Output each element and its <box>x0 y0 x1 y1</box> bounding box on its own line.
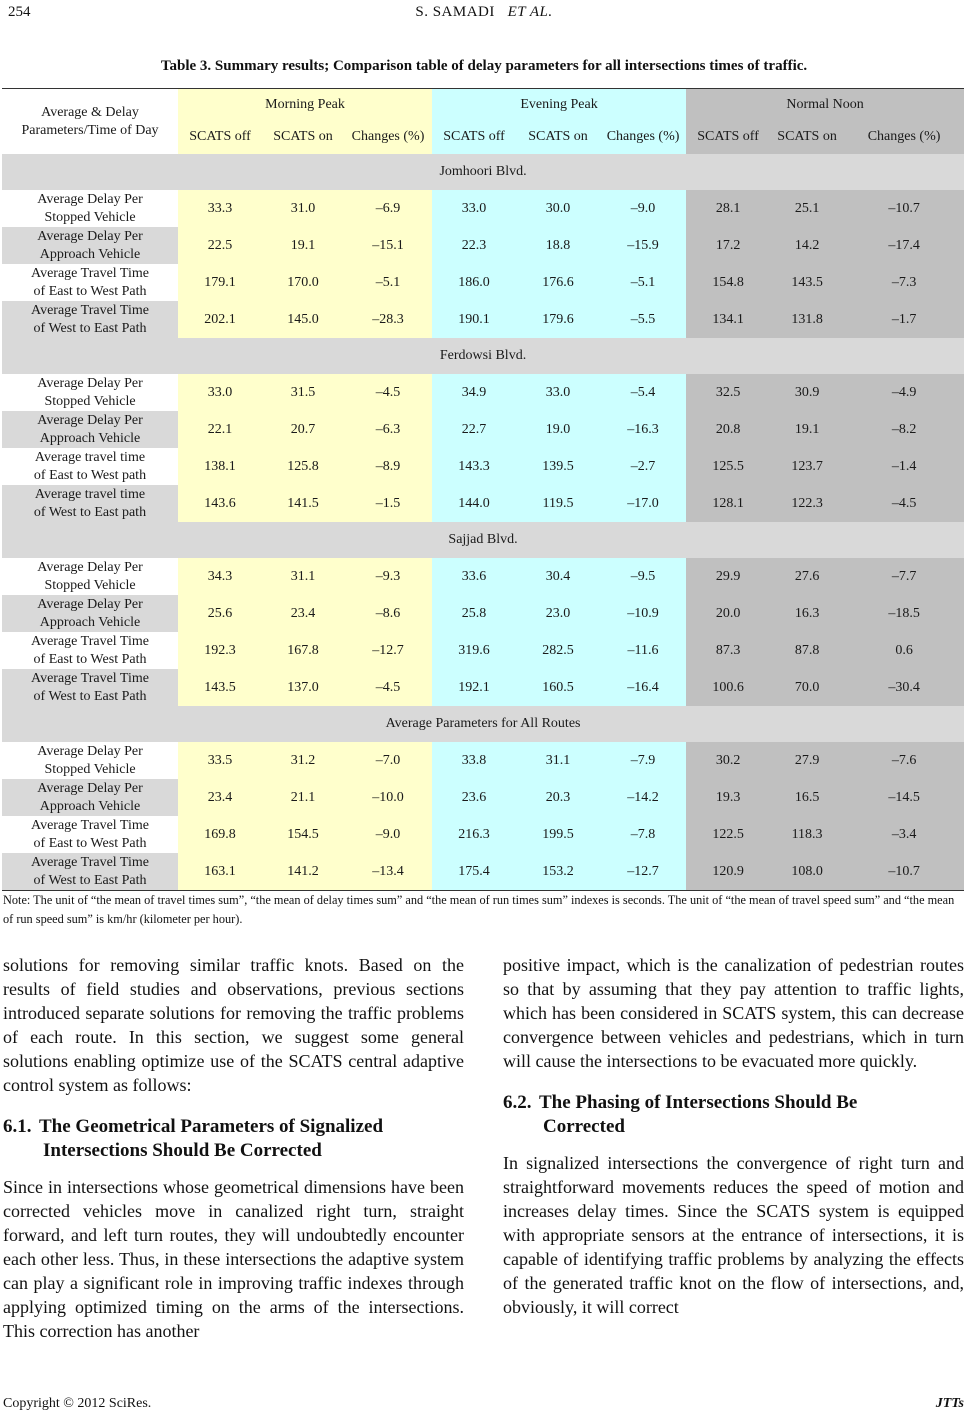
value-cell: –12.7 <box>344 632 432 669</box>
row-label <box>2 190 178 227</box>
value-cell: 33.0 <box>178 374 262 411</box>
row-label-line2: Approach Vehicle <box>39 798 141 814</box>
value-cell: –15.1 <box>344 227 432 264</box>
value-cell: 16.5 <box>770 779 844 816</box>
value-cell: 153.2 <box>516 853 600 891</box>
row-label <box>2 632 178 669</box>
value-cell: –7.7 <box>844 558 964 595</box>
value-cell: 141.5 <box>262 485 344 522</box>
value-cell: 123.7 <box>770 448 844 485</box>
row-label-line1: Average Travel Time <box>31 670 149 686</box>
table-row <box>2 816 964 853</box>
row-label-line2: of West to East Path <box>33 872 147 888</box>
running-head-et-al: ET AL. <box>507 4 553 20</box>
subheader-cell: Changes (%) <box>600 120 686 154</box>
value-cell: –14.2 <box>600 779 686 816</box>
value-cell: 179.1 <box>178 264 262 301</box>
value-cell: –4.9 <box>844 374 964 411</box>
value-cell: 192.1 <box>432 669 516 706</box>
value-cell: –9.0 <box>344 816 432 853</box>
value-cell: 19.0 <box>516 411 600 448</box>
body-paragraph-right-1: positive impact, which is the canalization of pedestrian routes so that by assuming that they pay attention to traffic lights, which has been considered in SCATS system, this can decrease convergence between vehicles and pedestrians, which in turn will cause the intersections to be evacuated more quickly. <box>503 955 964 1071</box>
group-header-evening: Evening Peak <box>432 89 686 121</box>
table-row <box>2 669 964 706</box>
table-row <box>2 190 964 227</box>
value-cell: 319.6 <box>432 632 516 669</box>
value-cell: 282.5 <box>516 632 600 669</box>
row-label-line2: Approach Vehicle <box>39 246 141 262</box>
value-cell: –8.2 <box>844 411 964 448</box>
value-cell: –7.3 <box>844 264 964 301</box>
value-cell: 30.2 <box>686 742 770 779</box>
running-head <box>0 4 968 21</box>
value-cell: 143.5 <box>178 669 262 706</box>
row-label <box>2 374 178 411</box>
value-cell: 144.0 <box>432 485 516 522</box>
row-label <box>2 227 178 264</box>
value-cell: 192.3 <box>178 632 262 669</box>
value-cell: 27.6 <box>770 558 844 595</box>
value-cell: 167.8 <box>262 632 344 669</box>
row-label <box>2 779 178 816</box>
row-label-line1: Average Travel Time <box>31 817 149 833</box>
row-label-line2: of East to West path <box>33 467 147 483</box>
row-label-line1: Average Delay Per <box>37 743 143 759</box>
section-heading-6-2 <box>503 1091 964 1139</box>
subheader-cell: SCATS on <box>770 120 844 154</box>
corner-label-line2: Parameters/Time of Day <box>21 122 159 138</box>
value-cell: –4.5 <box>844 485 964 522</box>
value-cell: 20.0 <box>686 595 770 632</box>
value-cell: –14.5 <box>844 779 964 816</box>
value-cell: 125.8 <box>262 448 344 485</box>
value-cell: –2.7 <box>600 448 686 485</box>
value-cell: 202.1 <box>178 301 262 338</box>
value-cell: 143.5 <box>770 264 844 301</box>
heading-text-line2: Intersections Should Be Corrected <box>43 1140 322 1161</box>
value-cell: –9.3 <box>344 558 432 595</box>
table-row <box>2 485 964 522</box>
value-cell: 143.3 <box>432 448 516 485</box>
table-row <box>2 853 964 891</box>
row-label <box>2 816 178 853</box>
table-row <box>2 448 964 485</box>
value-cell: 143.6 <box>178 485 262 522</box>
value-cell: –5.1 <box>344 264 432 301</box>
row-label-line1: Average Delay Per <box>37 559 143 575</box>
value-cell: 28.1 <box>686 190 770 227</box>
value-cell: 22.3 <box>432 227 516 264</box>
table-caption: Table 3. Summary results; Comparison table of delay parameters for all intersections times of traffic. <box>160 58 808 74</box>
section-row <box>2 154 964 190</box>
value-cell: 118.3 <box>770 816 844 853</box>
value-cell: –11.6 <box>600 632 686 669</box>
table-row <box>2 227 964 264</box>
value-cell: 125.5 <box>686 448 770 485</box>
value-cell: –6.3 <box>344 411 432 448</box>
value-cell: 21.1 <box>262 779 344 816</box>
row-label <box>2 448 178 485</box>
value-cell: 32.5 <box>686 374 770 411</box>
heading-text-line1: The Geometrical Parameters of Signalized <box>39 1116 384 1137</box>
value-cell: –9.0 <box>600 190 686 227</box>
value-cell: 20.7 <box>262 411 344 448</box>
heading-number: 6.1. <box>3 1116 32 1137</box>
subheader-cell: SCATS on <box>262 120 344 154</box>
value-cell: –10.9 <box>600 595 686 632</box>
value-cell: –17.4 <box>844 227 964 264</box>
row-label-line2: of East to West Path <box>33 651 147 667</box>
value-cell: 145.0 <box>262 301 344 338</box>
value-cell: –18.5 <box>844 595 964 632</box>
value-cell: 30.4 <box>516 558 600 595</box>
subheader-cell: Changes (%) <box>344 120 432 154</box>
value-cell: 23.0 <box>516 595 600 632</box>
row-label <box>2 485 178 522</box>
value-cell: 87.8 <box>770 632 844 669</box>
value-cell: 108.0 <box>770 853 844 891</box>
value-cell: –1.5 <box>344 485 432 522</box>
section-title: Ferdowsi Blvd. <box>2 338 964 374</box>
section-title: Jomhoori Blvd. <box>2 154 964 190</box>
summary-table <box>2 88 964 891</box>
value-cell: 17.2 <box>686 227 770 264</box>
value-cell: 27.9 <box>770 742 844 779</box>
value-cell: –9.5 <box>600 558 686 595</box>
value-cell: 131.8 <box>770 301 844 338</box>
value-cell: 134.1 <box>686 301 770 338</box>
row-label-line1: Average Travel Time <box>31 265 149 281</box>
value-cell: 0.6 <box>844 632 964 669</box>
value-cell: 119.5 <box>516 485 600 522</box>
value-cell: 190.1 <box>432 301 516 338</box>
value-cell: 216.3 <box>432 816 516 853</box>
value-cell: 34.9 <box>432 374 516 411</box>
value-cell: 169.8 <box>178 816 262 853</box>
running-head-authors: S. SAMADI <box>415 4 495 20</box>
value-cell: 23.4 <box>178 779 262 816</box>
row-label-line1: Average travel time <box>34 486 146 502</box>
value-cell: 20.8 <box>686 411 770 448</box>
value-cell: 154.5 <box>262 816 344 853</box>
table-row <box>2 779 964 816</box>
table-row <box>2 742 964 779</box>
value-cell: 22.1 <box>178 411 262 448</box>
value-cell: 33.8 <box>432 742 516 779</box>
value-cell: –6.9 <box>344 190 432 227</box>
value-cell: 154.8 <box>686 264 770 301</box>
value-cell: –7.9 <box>600 742 686 779</box>
value-cell: –7.0 <box>344 742 432 779</box>
table-row <box>2 411 964 448</box>
subheader-cell: SCATS off <box>686 120 770 154</box>
value-cell: 170.0 <box>262 264 344 301</box>
section-title: Average Parameters for All Routes <box>2 706 964 742</box>
section-heading-6-1 <box>3 1115 464 1163</box>
value-cell: –4.5 <box>344 669 432 706</box>
value-cell: 22.7 <box>432 411 516 448</box>
value-cell: 163.1 <box>178 853 262 891</box>
row-label-line1: Average Delay Per <box>37 596 143 612</box>
value-cell: –3.4 <box>844 816 964 853</box>
value-cell: 16.3 <box>770 595 844 632</box>
row-label-line1: Average Travel Time <box>31 633 149 649</box>
body-paragraph-left-1: solutions for removing similar traffic knots. Based on the results of field studies and observations, previous sections introduced separate solutions for removing the traffic problems of each route. In this section, we suggest some general solutions enabling optimize use of the SCATS central adaptive control system as follows: <box>3 955 464 1095</box>
value-cell: 31.1 <box>262 558 344 595</box>
value-cell: 186.0 <box>432 264 516 301</box>
row-label-line1: Average Delay Per <box>37 228 143 244</box>
value-cell: 176.6 <box>516 264 600 301</box>
value-cell: 33.0 <box>432 190 516 227</box>
row-label-line2: of West to East Path <box>33 688 147 704</box>
value-cell: –7.8 <box>600 816 686 853</box>
row-label-line2: Stopped Vehicle <box>44 209 136 225</box>
row-label-line2: of West to East Path <box>33 320 147 336</box>
value-cell: –28.3 <box>344 301 432 338</box>
value-cell: 25.1 <box>770 190 844 227</box>
group-header-morning: Morning Peak <box>178 89 432 121</box>
section-row <box>2 522 964 558</box>
value-cell: 20.3 <box>516 779 600 816</box>
row-label-line1: Average Delay Per <box>37 780 143 796</box>
value-cell: 179.6 <box>516 301 600 338</box>
value-cell: –5.4 <box>600 374 686 411</box>
value-cell: 29.9 <box>686 558 770 595</box>
value-cell: –16.3 <box>600 411 686 448</box>
value-cell: 25.8 <box>432 595 516 632</box>
value-cell: 30.0 <box>516 190 600 227</box>
row-label-line2: Approach Vehicle <box>39 614 141 630</box>
value-cell: –16.4 <box>600 669 686 706</box>
value-cell: 31.2 <box>262 742 344 779</box>
value-cell: 31.1 <box>516 742 600 779</box>
value-cell: 23.6 <box>432 779 516 816</box>
table-row <box>2 632 964 669</box>
row-label-line1: Average travel time <box>34 449 146 465</box>
value-cell: 14.2 <box>770 227 844 264</box>
row-label-line1: Average Travel Time <box>31 854 149 870</box>
value-cell: 100.6 <box>686 669 770 706</box>
row-label <box>2 595 178 632</box>
value-cell: 33.0 <box>516 374 600 411</box>
section-row <box>2 338 964 374</box>
value-cell: 87.3 <box>686 632 770 669</box>
value-cell: –12.7 <box>600 853 686 891</box>
body-paragraph-left-2: Since in intersections whose geometrical dimensions have been corrected vehicles move in canalized right turn, straight forward, and left turn routes, they will undoubtedly encounter each other less. Thus, in these intersections the adaptive system can play a significant role in improving traffic indexes through applying optimized timing on the arms of the intersections. This correction has another <box>3 1177 464 1341</box>
value-cell: 137.0 <box>262 669 344 706</box>
row-label <box>2 411 178 448</box>
value-cell: 25.6 <box>178 595 262 632</box>
value-cell: 31.0 <box>262 190 344 227</box>
group-header-noon: Normal Noon <box>686 89 964 121</box>
subheader-cell: SCATS on <box>516 120 600 154</box>
table-row <box>2 264 964 301</box>
value-cell: 175.4 <box>432 853 516 891</box>
value-cell: 31.5 <box>262 374 344 411</box>
heading-number: 6.2. <box>503 1092 532 1113</box>
corner-label-line1: Average & Delay <box>41 105 139 120</box>
value-cell: –17.0 <box>600 485 686 522</box>
row-label-line1: Average Delay Per <box>37 375 143 391</box>
row-label-line2: Stopped Vehicle <box>44 577 136 593</box>
value-cell: 160.5 <box>516 669 600 706</box>
value-cell: 138.1 <box>178 448 262 485</box>
value-cell: 19.3 <box>686 779 770 816</box>
row-label-line2: Stopped Vehicle <box>44 761 136 777</box>
value-cell: –15.9 <box>600 227 686 264</box>
table-row <box>2 374 964 411</box>
row-label-line2: Approach Vehicle <box>39 430 141 446</box>
value-cell: –5.1 <box>600 264 686 301</box>
row-label-line2: of East to West Path <box>33 283 147 299</box>
value-cell: –1.7 <box>844 301 964 338</box>
value-cell: –13.4 <box>344 853 432 891</box>
row-label-line2: Stopped Vehicle <box>44 393 136 409</box>
row-label <box>2 669 178 706</box>
value-cell: 199.5 <box>516 816 600 853</box>
table-row <box>2 595 964 632</box>
value-cell: 23.4 <box>262 595 344 632</box>
subheader-cell: Changes (%) <box>844 120 964 154</box>
value-cell: –4.5 <box>344 374 432 411</box>
value-cell: –8.9 <box>344 448 432 485</box>
table-row <box>2 301 964 338</box>
value-cell: –1.4 <box>844 448 964 485</box>
value-cell: 34.3 <box>178 558 262 595</box>
row-label <box>2 264 178 301</box>
subheader-cell: SCATS off <box>432 120 516 154</box>
value-cell: 18.8 <box>516 227 600 264</box>
corner-header <box>2 89 178 155</box>
value-cell: 22.5 <box>178 227 262 264</box>
footer-copyright: Copyright © 2012 SciRes. <box>3 1396 152 1411</box>
row-label-line1: Average Delay Per <box>37 191 143 207</box>
value-cell: 128.1 <box>686 485 770 522</box>
value-cell: 33.5 <box>178 742 262 779</box>
value-cell: –5.5 <box>600 301 686 338</box>
heading-text-line2: Corrected <box>543 1116 625 1137</box>
value-cell: –8.6 <box>344 595 432 632</box>
table-note: Note: The unit of “the mean of travel times sum”, “the mean of delay times sum” and “the mean of run times sum” indexes is seconds. The unit of “the mean of travel speed sum” and “the mean of run speed sum” is km/hr (kilometer per hour). <box>3 893 955 926</box>
row-label-line2: of East to West Path <box>33 835 147 851</box>
value-cell: 120.9 <box>686 853 770 891</box>
row-label <box>2 742 178 779</box>
row-label-line1: Average Delay Per <box>37 412 143 428</box>
value-cell: 122.3 <box>770 485 844 522</box>
table-row <box>2 558 964 595</box>
row-label <box>2 558 178 595</box>
subheader-cell: SCATS off <box>178 120 262 154</box>
value-cell: 33.6 <box>432 558 516 595</box>
value-cell: 70.0 <box>770 669 844 706</box>
section-row <box>2 706 964 742</box>
value-cell: –7.6 <box>844 742 964 779</box>
value-cell: 141.2 <box>262 853 344 891</box>
value-cell: –10.0 <box>344 779 432 816</box>
value-cell: 19.1 <box>262 227 344 264</box>
value-cell: 139.5 <box>516 448 600 485</box>
row-label-line1: Average Travel Time <box>31 302 149 318</box>
page-number: 254 <box>8 4 31 20</box>
value-cell: 33.3 <box>178 190 262 227</box>
row-label-line2: of West to East path <box>33 504 147 520</box>
value-cell: –30.4 <box>844 669 964 706</box>
value-cell: 19.1 <box>770 411 844 448</box>
value-cell: 122.5 <box>686 816 770 853</box>
footer-journal: JTTs <box>935 1396 964 1411</box>
section-title: Sajjad Blvd. <box>2 522 964 558</box>
heading-text-line1: The Phasing of Intersections Should Be <box>539 1092 858 1113</box>
body-paragraph-right-2: In signalized intersections the convergence of right turn and straightforward movements reduces the speed of motion and increases delay times. Since the SCATS system is equipped with appropriate sensors at the entrance of intersections, it is capable of identifying traffic problems by analyzing the effects of the generated traffic knot on the flow of intersections, and, obviously, it will correct <box>503 1153 964 1317</box>
row-label <box>2 853 178 891</box>
value-cell: –10.7 <box>844 853 964 891</box>
value-cell: –10.7 <box>844 190 964 227</box>
value-cell: 30.9 <box>770 374 844 411</box>
row-label <box>2 301 178 338</box>
